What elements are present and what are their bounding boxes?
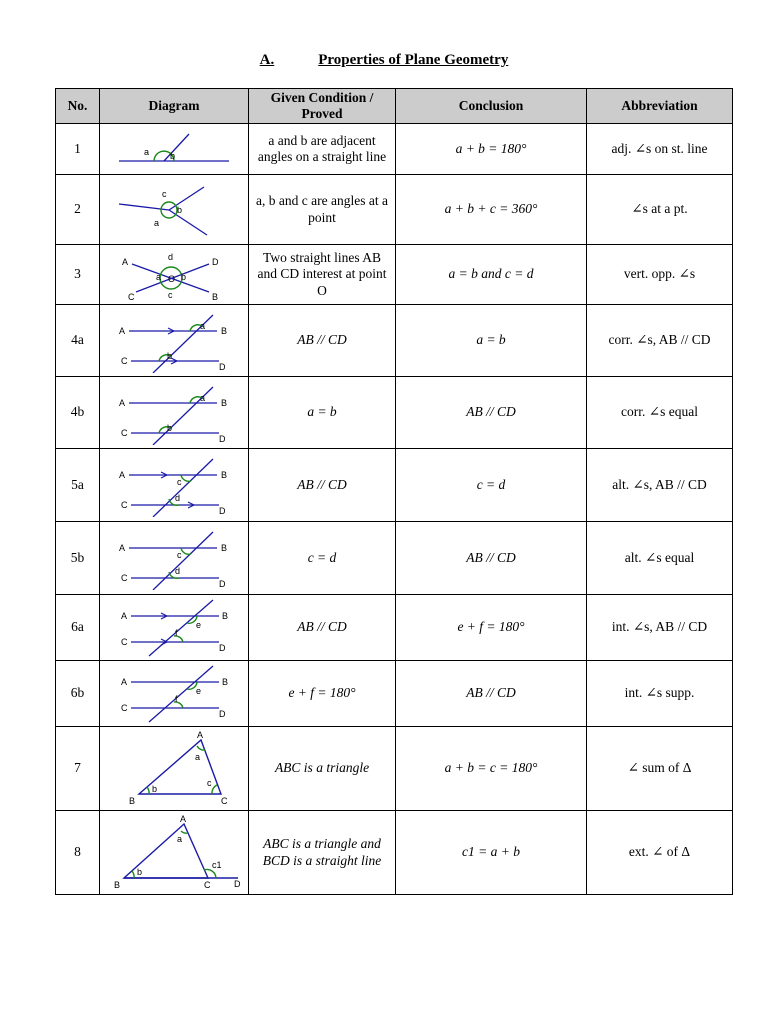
label-a: a bbox=[144, 147, 150, 157]
section-letter: A. bbox=[259, 52, 275, 68]
label-a: a bbox=[154, 217, 160, 228]
geometry-properties-table bbox=[55, 88, 733, 895]
label-angle-1: a bbox=[200, 392, 206, 403]
label-angle-2: d bbox=[175, 493, 181, 503]
label-B: B bbox=[129, 795, 136, 806]
header-given: Given Condition / Proved bbox=[249, 89, 396, 124]
label-C: C bbox=[128, 291, 135, 302]
diagram-cell bbox=[100, 727, 249, 811]
given-cell: AB // CD bbox=[249, 449, 396, 522]
abbreviation-cell: adj. ∠s on st. line bbox=[587, 124, 733, 175]
diagram-cell bbox=[100, 124, 249, 175]
label-D: D bbox=[212, 256, 219, 267]
table-row bbox=[56, 124, 733, 175]
label-b: b bbox=[181, 271, 187, 282]
label-B: B bbox=[221, 470, 228, 480]
label-angle-1: e bbox=[196, 685, 202, 696]
conclusion-cell: e + f = 180° bbox=[396, 595, 587, 661]
label-A: A bbox=[121, 676, 128, 687]
row-number: 8 bbox=[56, 811, 100, 895]
label-C: C bbox=[121, 355, 128, 366]
conclusion-cell: c1 = a + b bbox=[396, 811, 587, 895]
label-angle-1: c bbox=[177, 550, 182, 560]
label-C: C bbox=[221, 795, 228, 806]
label-angle-1: a bbox=[200, 320, 206, 331]
label-B: B bbox=[222, 676, 229, 687]
header-abbreviation: Abbreviation bbox=[587, 89, 733, 124]
label-B: B bbox=[212, 291, 219, 302]
table-row bbox=[56, 811, 733, 895]
label-C: C bbox=[121, 427, 128, 438]
label-A: A bbox=[119, 397, 126, 408]
label-D: D bbox=[219, 642, 226, 653]
label-b: b bbox=[137, 866, 143, 877]
row-number: 5b bbox=[56, 522, 100, 595]
abbreviation-cell: vert. opp. ∠s bbox=[587, 245, 733, 305]
triangle-angle-sum-diagram bbox=[109, 730, 239, 808]
label-angle-2: b bbox=[167, 422, 173, 433]
abbreviation-cell: int. ∠s, AB // CD bbox=[587, 595, 733, 661]
table-row bbox=[56, 305, 733, 377]
diagram-cell bbox=[100, 522, 249, 595]
label-C: C bbox=[204, 879, 211, 890]
table-row bbox=[56, 522, 733, 595]
given-cell: AB // CD bbox=[249, 305, 396, 377]
header-diagram: Diagram bbox=[100, 89, 249, 124]
given-cell: a and b are adjacent angles on a straight line bbox=[249, 124, 396, 175]
label-C: C bbox=[121, 500, 128, 510]
label-c1: c1 bbox=[212, 859, 222, 870]
conclusion-cell: AB // CD bbox=[396, 377, 587, 449]
row-number: 4b bbox=[56, 377, 100, 449]
angles-at-point-diagram bbox=[114, 179, 234, 241]
label-B: B bbox=[221, 325, 228, 336]
header-row bbox=[56, 89, 733, 124]
conclusion-cell: AB // CD bbox=[396, 661, 587, 727]
adjacent-angles-diagram bbox=[114, 126, 234, 172]
interior-angles-diagram bbox=[109, 598, 239, 658]
table-row bbox=[56, 245, 733, 305]
given-cell: AB // CD bbox=[249, 595, 396, 661]
given-cell: Two straight lines AB and CD interest at point O bbox=[249, 245, 396, 305]
abbreviation-cell: ext. ∠ of Δ bbox=[587, 811, 733, 895]
row-number: 1 bbox=[56, 124, 100, 175]
diagram-cell bbox=[100, 377, 249, 449]
label-b: b bbox=[177, 204, 183, 215]
conclusion-cell: a = b and c = d bbox=[396, 245, 587, 305]
diagram-cell bbox=[100, 175, 249, 245]
row-number: 6b bbox=[56, 661, 100, 727]
alternate-angles-equal-diagram bbox=[109, 526, 239, 590]
label-A: A bbox=[119, 470, 126, 480]
label-angle-2: f bbox=[175, 693, 178, 704]
interior-angles-supplementary-diagram bbox=[109, 664, 239, 724]
page-title bbox=[0, 52, 768, 69]
corresponding-angles-diagram bbox=[109, 309, 239, 373]
table-row bbox=[56, 175, 733, 245]
diagram-cell bbox=[100, 305, 249, 377]
label-B: B bbox=[221, 543, 228, 553]
header-conclusion: Conclusion bbox=[396, 89, 587, 124]
conclusion-cell: c = d bbox=[396, 449, 587, 522]
label-a: a bbox=[195, 751, 201, 762]
abbreviation-cell: alt. ∠s, AB // CD bbox=[587, 449, 733, 522]
table-row bbox=[56, 449, 733, 522]
given-cell: a = b bbox=[249, 377, 396, 449]
conclusion-cell: a = b bbox=[396, 305, 587, 377]
abbreviation-cell: int. ∠s supp. bbox=[587, 661, 733, 727]
diagram-cell bbox=[100, 449, 249, 522]
label-D: D bbox=[219, 579, 226, 589]
abbreviation-cell: ∠ sum of Δ bbox=[587, 727, 733, 811]
label-c: c bbox=[162, 188, 167, 199]
label-a: a bbox=[156, 271, 162, 282]
conclusion-cell: a + b = c = 180° bbox=[396, 727, 587, 811]
label-D: D bbox=[219, 506, 226, 516]
label-A: A bbox=[121, 610, 128, 621]
abbreviation-cell: alt. ∠s equal bbox=[587, 522, 733, 595]
label-D: D bbox=[234, 878, 241, 889]
row-number: 6a bbox=[56, 595, 100, 661]
header-no: No. bbox=[56, 89, 100, 124]
diagram-cell bbox=[100, 245, 249, 305]
conclusion-cell: a + b = 180° bbox=[396, 124, 587, 175]
given-cell: ABC is a triangle bbox=[249, 727, 396, 811]
label-B: B bbox=[222, 610, 229, 621]
given-cell: ABC is a triangle and BCD is a straight line bbox=[249, 811, 396, 895]
alternate-angles-diagram bbox=[109, 453, 239, 517]
row-number: 4a bbox=[56, 305, 100, 377]
given-cell: e + f = 180° bbox=[249, 661, 396, 727]
given-cell: a, b and c are angles at a point bbox=[249, 175, 396, 245]
conclusion-cell: AB // CD bbox=[396, 522, 587, 595]
label-a: a bbox=[177, 833, 183, 844]
section-title: Properties of Plane Geometry bbox=[318, 52, 509, 68]
label-C: C bbox=[121, 636, 128, 647]
label-b: b bbox=[152, 783, 158, 794]
label-C: C bbox=[121, 702, 128, 713]
label-d: d bbox=[168, 251, 174, 262]
conclusion-cell: a + b + c = 360° bbox=[396, 175, 587, 245]
label-angle-2: b bbox=[167, 350, 173, 361]
label-angle-2: f bbox=[175, 627, 178, 638]
abbreviation-cell: corr. ∠s equal bbox=[587, 377, 733, 449]
label-D: D bbox=[219, 361, 226, 372]
row-number: 5a bbox=[56, 449, 100, 522]
label-B: B bbox=[221, 397, 228, 408]
row-number: 7 bbox=[56, 727, 100, 811]
label-A: A bbox=[119, 325, 126, 336]
label-C: C bbox=[121, 573, 128, 583]
row-number: 2 bbox=[56, 175, 100, 245]
diagram-cell bbox=[100, 661, 249, 727]
table-row bbox=[56, 377, 733, 449]
abbreviation-cell: corr. ∠s, AB // CD bbox=[587, 305, 733, 377]
label-b: b bbox=[170, 151, 176, 161]
corresponding-angles-equal-diagram bbox=[109, 381, 239, 445]
label-O: O bbox=[168, 273, 176, 284]
label-B: B bbox=[114, 879, 121, 890]
label-D: D bbox=[219, 708, 226, 719]
label-D: D bbox=[219, 433, 226, 444]
label-A: A bbox=[197, 729, 204, 740]
table-row bbox=[56, 595, 733, 661]
vertically-opposite-angles-diagram bbox=[114, 248, 234, 302]
label-angle-1: c bbox=[177, 477, 182, 487]
diagram-cell bbox=[100, 595, 249, 661]
exterior-angle-diagram bbox=[104, 814, 244, 892]
label-c: c bbox=[168, 289, 173, 300]
label-angle-1: e bbox=[196, 619, 202, 630]
table-row bbox=[56, 661, 733, 727]
label-c: c bbox=[207, 777, 212, 788]
abbreviation-cell: ∠s at a pt. bbox=[587, 175, 733, 245]
label-A: A bbox=[180, 813, 187, 824]
label-angle-2: d bbox=[175, 566, 181, 576]
label-A: A bbox=[119, 543, 126, 553]
table-row bbox=[56, 727, 733, 811]
diagram-cell bbox=[100, 811, 249, 895]
given-cell: c = d bbox=[249, 522, 396, 595]
label-A: A bbox=[122, 256, 129, 267]
row-number: 3 bbox=[56, 245, 100, 305]
